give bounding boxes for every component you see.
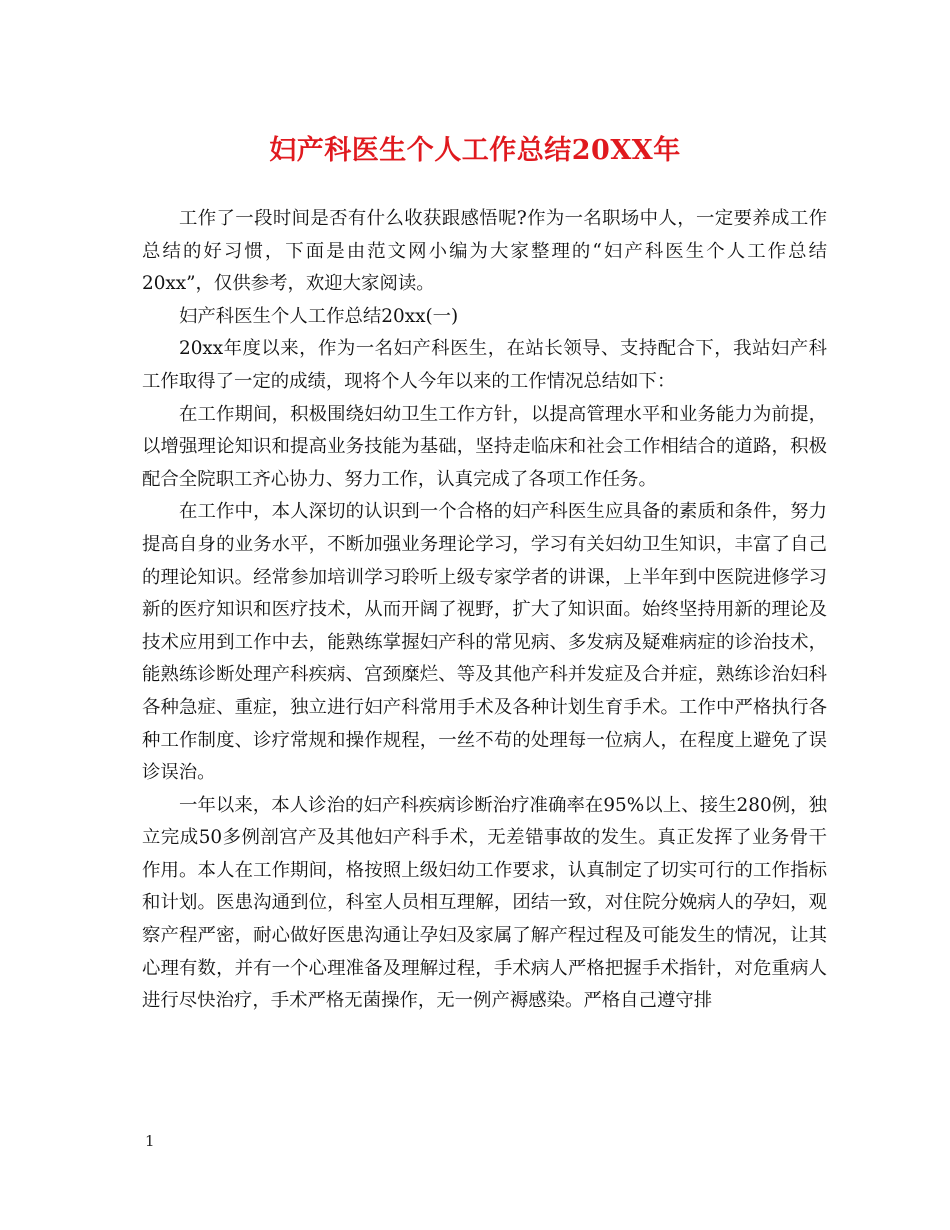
page-number: 1 bbox=[145, 1132, 155, 1150]
document-body bbox=[142, 203, 827, 1018]
paragraph-self-improvement: 在工作中，本人深切的认识到一个合格的妇产科医生应具备的素质和条件，努力提高自身的业务水平，不断加强业务理论学习，学习有关妇幼卫生知识，丰富了自己的理论知识。经常参加培训学习聆听上级专家学者的讲课，上半年到中医院进修学习新的医疗知识和医疗技术，从而开阔了视野，扩大了知识面。始终坚持用新的理论及技术应用到工作中去，能熟练掌握妇产科的常见病、多发病及疑难病症的诊治技术，能熟练诊断处理产科疾病、宫颈糜烂、等及其他产科并发症及合并症，熟练诊治妇科各种急症、重症，独立进行妇产科常用手术及各种计划生育手术。工作中严格执行各种工作制度、诊疗常规和操作规程，一丝不苟的处理每一位病人，在程度上避免了误诊误治。 bbox=[142, 501, 827, 784]
paragraph-work-period: 在工作期间，积极围绕妇幼卫生工作方针，以提高管理水平和业务能力为前提，以增强理论知识和提高业务技能为基础，坚持走临床和社会工作相结合的道路，积极配合全院职工齐心协力、努力工作，认真完成了各项工作任务。 bbox=[142, 403, 827, 490]
paragraph-annual-results: 一年以来，本人诊治的妇产科疾病诊断治疗准确率在95%以上、接生280例，独立完成50多例剖宫产及其他妇产科手术，无差错事故的发生。真正发挥了业务骨干作用。本人在工作期间，格按照上级妇幼工作要求，认真制定了切实可行的工作指标和计划。医患沟通到位，科室人员相互理解，团结一致，对住院分娩病人的孕妇，观察产程严密，耐心做好医患沟通让孕妇及家属了解产程过程及可能发生的情况，让其心理有数，并有一个心理准备及理解过程，手术病人严格把握手术指针，对危重病人进行尽快治疗，手术严格无菌操作，无一例产褥感染。严格自己遵守排 bbox=[142, 794, 827, 1012]
paragraph-section-heading: 妇产科医生个人工作总结20xx(一) bbox=[179, 305, 459, 327]
paragraph-overview: 20xx年度以来，作为一名妇产科医生，在站长领导、支持配合下，我站妇产科工作取得了一定的成绩，现将个人今年以来的工作情况总结如下： bbox=[142, 338, 827, 392]
paragraph-intro: 工作了一段时间是否有什么收获跟感悟呢?作为一名职场中人，一定要养成工作总结的好习惯，下面是由范文网小编为大家整理的“妇产科医生个人工作总结20xx”，仅供参考，欢迎大家阅读。 bbox=[142, 208, 827, 295]
document-title: 妇产科医生个人工作总结20XX年 bbox=[269, 135, 681, 166]
